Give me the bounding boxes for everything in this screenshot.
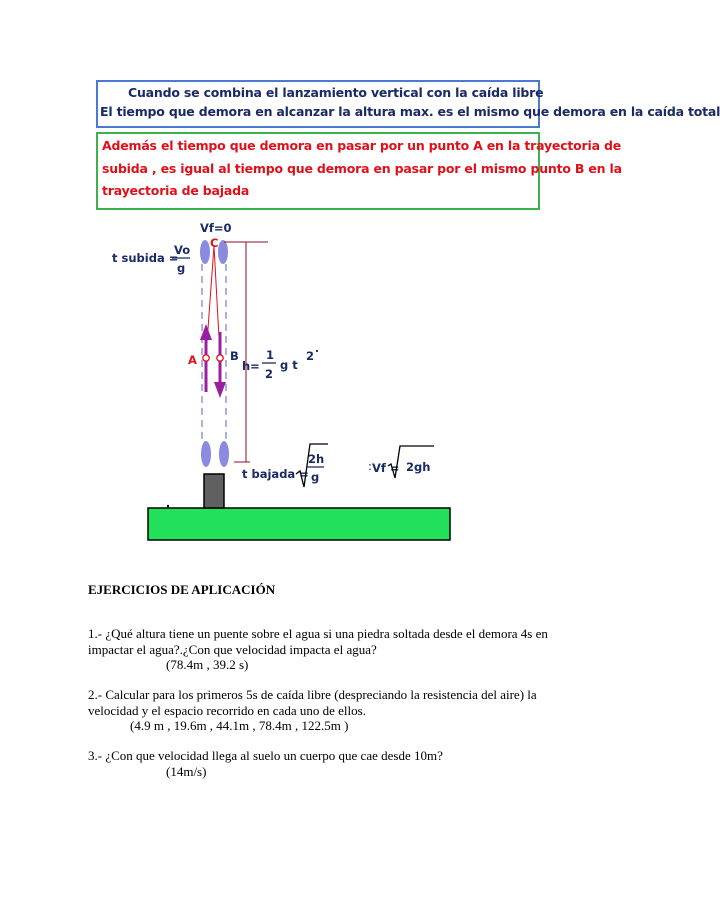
ball-bottom-right	[219, 441, 229, 467]
h-equals: h=	[242, 359, 260, 373]
ball-bottom-left	[201, 441, 211, 467]
question-2-line-1: 2.- Calcular para los primeros 5s de caída libre (despreciando la resistencia del aire) la	[88, 687, 537, 702]
answer-3: (14m/s)	[166, 764, 207, 779]
t-subida-label: t subida =	[112, 251, 179, 265]
answer-2: (4.9 m , 19.6m , 44.1m , 78.4m , 122.5m )	[130, 718, 349, 733]
g-t-term: g t	[280, 358, 298, 372]
one-half-numerator: 1	[266, 348, 275, 362]
two-gh-radicand: 2gh	[406, 460, 431, 474]
exercises-heading: EJERCICIOS DE APLICACIÓN	[88, 582, 276, 597]
note-line-3: trayectoria de bajada	[102, 183, 250, 198]
colon-mark: :	[368, 459, 372, 473]
t-squared: 2	[306, 349, 315, 363]
b-label: B	[230, 349, 239, 363]
question-2-line-2: velocidad y el espacio recorrido en cada uno de ellos.	[88, 703, 366, 718]
note-line-2: subida , es igual al tiempo que demora en pasar por el mismo punto B en la	[102, 161, 622, 176]
two-h-numerator: 2h	[308, 452, 325, 466]
c-label: C	[210, 236, 219, 250]
intro-box	[96, 80, 720, 128]
vertical-launch-diagram	[110, 212, 450, 542]
one-half-denominator: 2	[265, 367, 274, 381]
g-denominator-2: g	[311, 470, 320, 484]
note-box	[96, 132, 622, 210]
answer-1: (78.4m , 39.2 s)	[166, 657, 249, 672]
note-line-1: Además el tiempo que demora en pasar por un punto A en la trayectoria de	[102, 138, 622, 153]
ground-dot	[167, 505, 169, 507]
ground-block	[148, 508, 450, 540]
t-bajada-label: t bajada =	[242, 467, 309, 481]
question-3: 3.- ¿Con que velocidad llega al suelo un cuerpo que cae desde 10m?	[88, 748, 443, 763]
vf-label: Vf=0	[200, 221, 232, 235]
intro-line-1: Cuando se combina el lanzamiento vertical con la caída libre	[128, 85, 544, 100]
ball-top-left	[200, 240, 210, 264]
question-1-line-1: 1.- ¿Qué altura tiene un puente sobre el agua si una piedra soltada desde el demora 4s en	[88, 626, 548, 641]
ball-top-right	[218, 240, 228, 264]
launch-platform	[204, 474, 224, 508]
intro-line-2: El tiempo que demora en alcanzar la altura max. es el mismo que demora en la caída total	[100, 104, 720, 119]
a-label: A	[188, 353, 197, 367]
vo-numerator: Vo	[174, 243, 191, 257]
question-1-line-2: impactar el agua?.¿Con que velocidad impacta el agua?	[88, 642, 377, 657]
g-denominator: g	[177, 261, 186, 275]
vf-equals: Vf =	[372, 461, 400, 475]
